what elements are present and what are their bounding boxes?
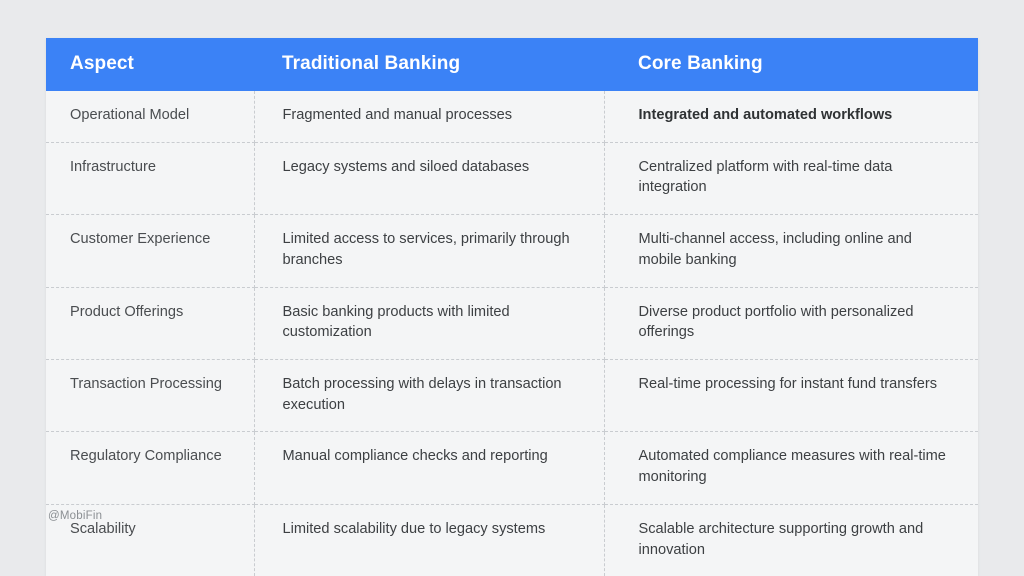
table-row <box>46 91 978 142</box>
table-row <box>46 215 978 287</box>
cell-core: Diverse product portfolio with personalized offerings <box>604 287 978 359</box>
cell-traditional: Limited access to services, primarily through branches <box>254 215 604 287</box>
cell-aspect: Product Offerings <box>46 287 254 359</box>
column-header-traditional-banking: Traditional Banking <box>254 38 604 91</box>
cell-traditional: Basic banking products with limited customization <box>254 287 604 359</box>
table-body <box>46 91 978 576</box>
cell-core: Automated compliance measures with real-time monitoring <box>604 432 978 504</box>
cell-aspect: Scalability <box>46 504 254 576</box>
cell-core: Centralized platform with real-time data integration <box>604 142 978 214</box>
cell-traditional: Manual compliance checks and reporting <box>254 432 604 504</box>
table-row <box>46 142 978 214</box>
cell-traditional: Legacy systems and siloed databases <box>254 142 604 214</box>
comparison-table-container <box>46 38 978 576</box>
column-header-core-banking: Core Banking <box>604 38 978 91</box>
cell-traditional: Limited scalability due to legacy systems <box>254 504 604 576</box>
cell-core: Multi-channel access, including online and mobile banking <box>604 215 978 287</box>
cell-core: Scalable architecture supporting growth and innovation <box>604 504 978 576</box>
table-row <box>46 432 978 504</box>
cell-aspect: Infrastructure <box>46 142 254 214</box>
cell-traditional: Batch processing with delays in transaction execution <box>254 360 604 432</box>
cell-traditional: Fragmented and manual processes <box>254 91 604 142</box>
table-header-row <box>46 38 978 91</box>
cell-aspect: Transaction Processing <box>46 360 254 432</box>
cell-core: Integrated and automated workflows <box>604 91 978 142</box>
table-header <box>46 38 978 91</box>
cell-aspect: Regulatory Compliance <box>46 432 254 504</box>
table-row <box>46 360 978 432</box>
cell-aspect: Customer Experience <box>46 215 254 287</box>
table-row <box>46 504 978 576</box>
comparison-table <box>46 38 978 576</box>
table-row <box>46 287 978 359</box>
cell-aspect: Operational Model <box>46 91 254 142</box>
footer-credit: @MobiFin <box>48 510 103 522</box>
cell-core: Real-time processing for instant fund transfers <box>604 360 978 432</box>
column-header-aspect: Aspect <box>46 38 254 91</box>
